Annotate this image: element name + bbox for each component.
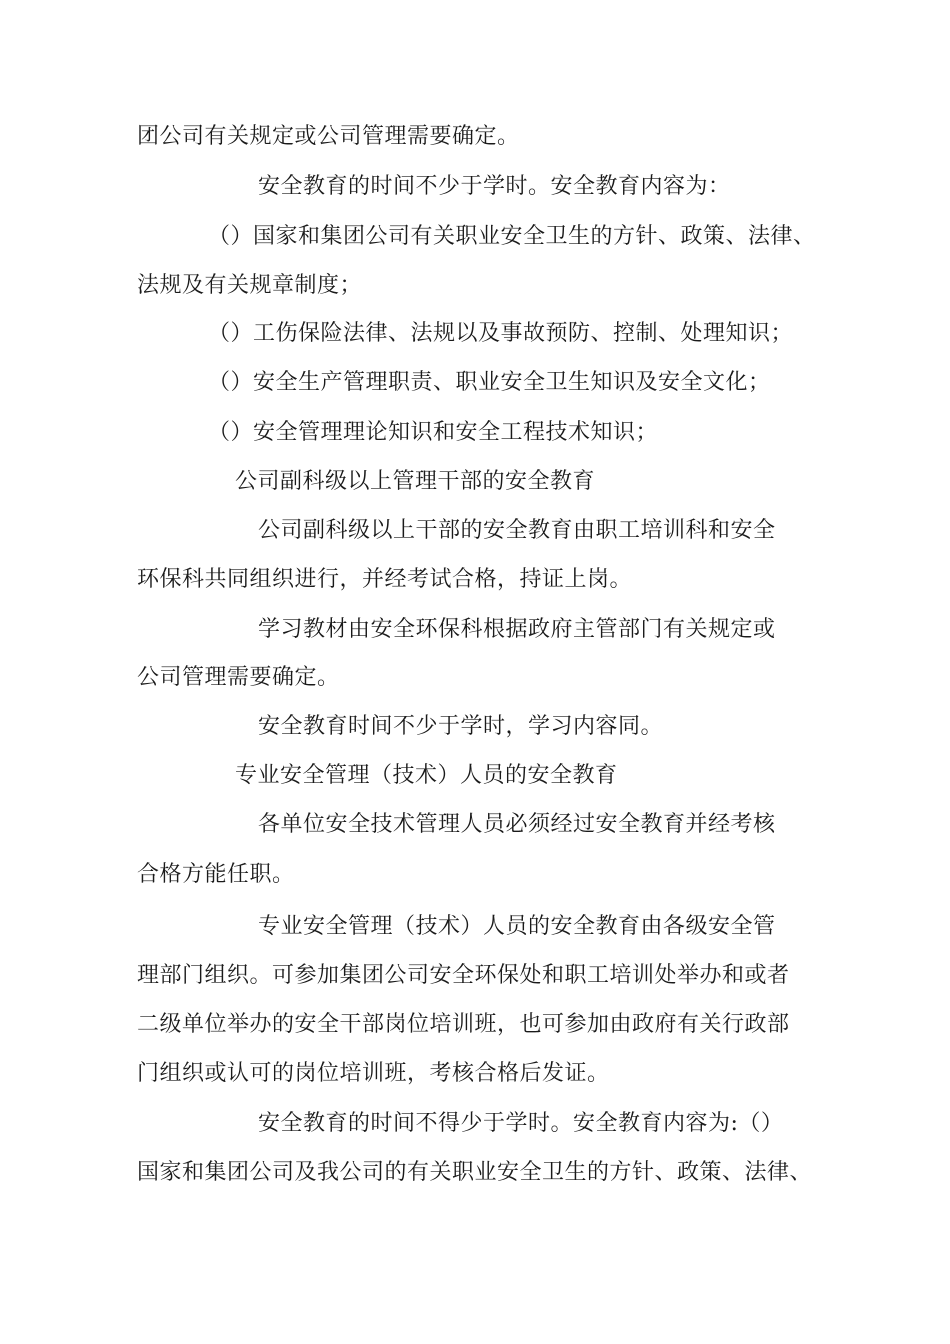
text-line: （）安全生产管理职责、职业安全卫生知识及安全文化；	[208, 370, 771, 395]
section-heading: 公司副科级以上管理干部的安全教育	[235, 469, 596, 494]
text-line: （）国家和集团公司有关职业安全卫生的方针、政策、法律、	[208, 224, 816, 249]
text-line: 门组织或认可的岗位培训班，考核合格后发证。	[137, 1061, 610, 1086]
section-heading: 专业安全管理（技术）人员的安全教育	[235, 763, 618, 788]
text-line: 安全教育时间不少于学时，学习内容同。	[258, 714, 664, 739]
text-line: 环保科共同组织进行，并经考试合格，持证上岗。	[137, 567, 633, 592]
text-line: 公司管理需要确定。	[137, 665, 340, 690]
text-line: 国家和集团公司及我公司的有关职业安全卫生的方针、政策、法律、	[137, 1160, 813, 1185]
text-line: 法规及有关规章制度；	[137, 273, 363, 298]
text-line: 安全教育的时间不得少于学时。安全教育内容为:（）	[258, 1111, 784, 1136]
text-line: 各单位安全技术管理人员必须经过安全教育并经考核	[258, 812, 776, 837]
text-line: 学习教材由安全环保科根据政府主管部门有关规定或	[258, 617, 776, 642]
text-line: 合格方能任职。	[137, 862, 295, 887]
text-line: 安全教育的时间不少于学时。安全教育内容为：	[258, 174, 731, 199]
text-line: 二级单位举办的安全干部岗位培训班，也可参加由政府有关行政部	[137, 1012, 790, 1037]
text-line: 理部门组织。可参加集团公司安全环保处和职工培训处举办和或者	[137, 963, 790, 988]
text-line: （）工伤保险法律、法规以及事故预防、控制、处理知识；	[208, 321, 794, 346]
text-line: 公司副科级以上干部的安全教育由职工培训科和安全	[258, 518, 776, 543]
text-line: （）安全管理理论知识和安全工程技术知识；	[208, 420, 659, 445]
text-line: 专业安全管理（技术）人员的安全教育由各级安全管	[258, 914, 776, 939]
text-line: 团公司有关规定或公司管理需要确定。	[137, 124, 520, 149]
